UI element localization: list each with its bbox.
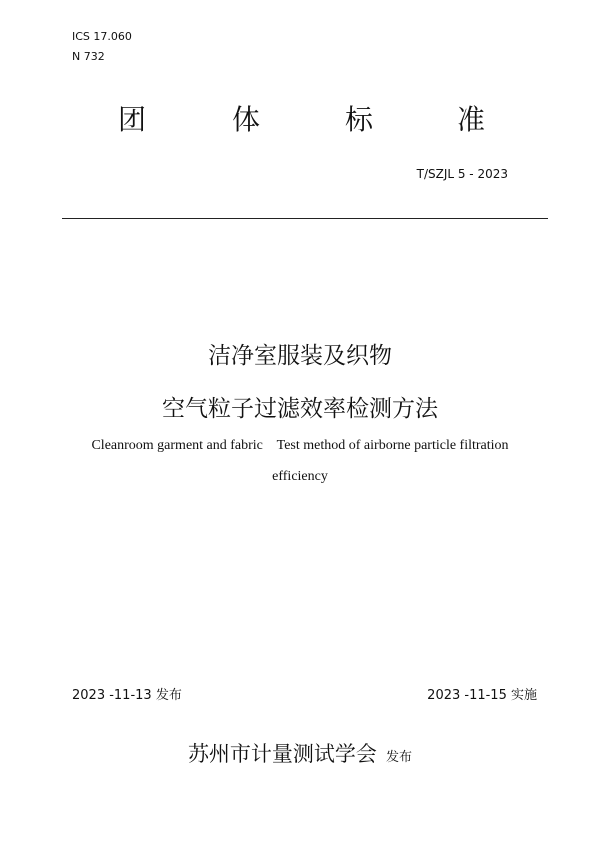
ccs-code: N 732 <box>72 50 105 63</box>
title-cn-line2: 空气粒子过滤效率检测方法 <box>162 396 438 422</box>
publisher-name: 苏州市计量测试学会 <box>187 742 377 766</box>
divider <box>62 218 548 219</box>
implement-date: 2023 -11-15 实施 <box>427 688 537 703</box>
standard-type-char: 标 <box>345 103 374 136</box>
publisher-suffix: 发布 <box>386 750 413 765</box>
publish-date: 2023 -11-13 发布 <box>72 688 182 703</box>
title-cn-line1: 洁净室服装及织物 <box>208 343 392 369</box>
standard-number: T/SZJL 5 - 2023 <box>416 167 508 181</box>
standard-type-char: 团 <box>118 103 147 136</box>
standard-type-char: 体 <box>232 103 261 136</box>
title-en-line1: Cleanroom garment and fabric Test method of airborne particle filtration <box>91 438 509 453</box>
ics-code: ICS 17.060 <box>72 30 132 43</box>
publisher <box>0 738 600 768</box>
standard-type-char: 准 <box>457 103 486 136</box>
title-en-line2: efficiency <box>272 469 328 484</box>
